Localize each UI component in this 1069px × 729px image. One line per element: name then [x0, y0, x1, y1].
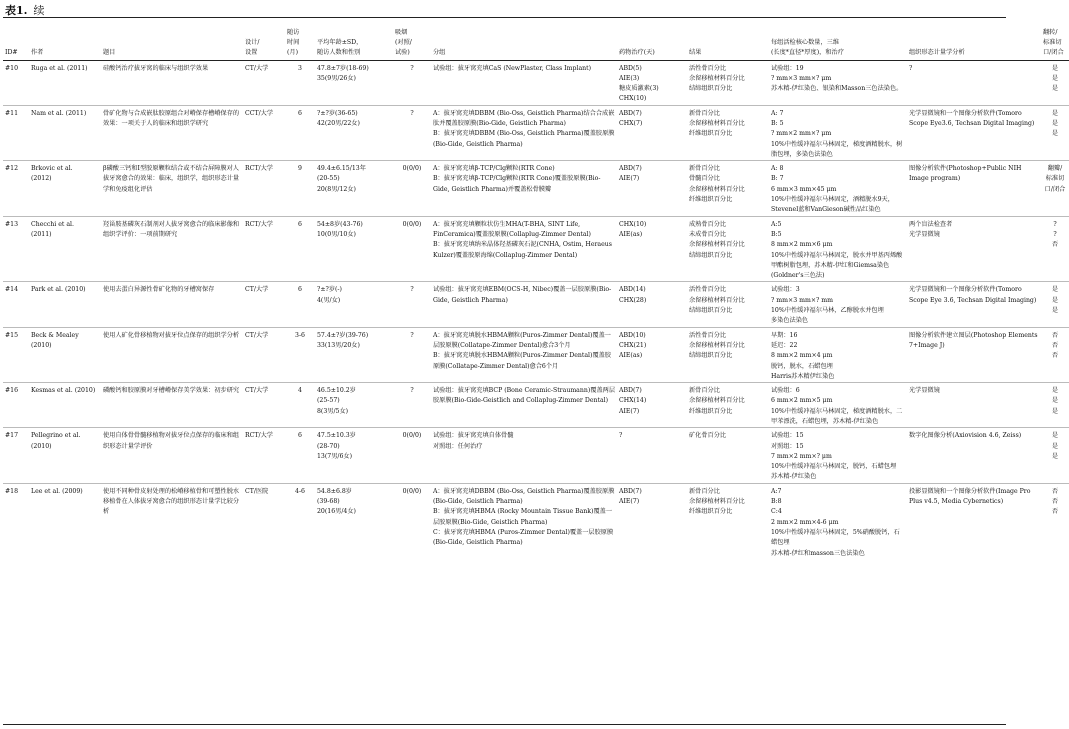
- histomorphometry-cell: 投影显微镜和一个图像分析软件(Image Pro Plus v4.5, Media Cybernetics): [909, 487, 1031, 506]
- drugs-cell: ABD(7) CHX(14) AIE(7): [619, 387, 647, 415]
- histomorphometry-cell: 图像分析软件建立图层(Photoshop Elements 7+Image J): [909, 331, 1038, 349]
- results-cell: 活性骨百分比 余留移植材料百分比 结缔组织百分比: [689, 64, 745, 93]
- bottom-rule: [3, 724, 1006, 725]
- biopsy-cell: 试验组：15 对照组：15 7 mm×2 mm×? μm 10%中性缓冲福尔马林固定，脱钙，石蜡包埋 苏木精-伊红染色: [771, 432, 897, 481]
- histomorphometry-cell: 数字化图像分析(Axiovision 4.6, Zeiss): [909, 432, 1022, 440]
- table-row: [3, 282, 1069, 327]
- col-author-header: 作者: [31, 49, 44, 57]
- author-cell: Checchi et al. (2011): [31, 220, 74, 238]
- followup-cell: 6: [298, 109, 302, 117]
- biopsy-cell: A:5 B:5 8 mm×2 mm×6 μm 10%中性缓冲福尔马林固定，脱水并甲基丙烯酸甲酯树脂包埋，苏木精-伊红和Giemsa染色(Goldner's三色法): [771, 220, 903, 280]
- biopsy-cell: 早期：16 延迟：22 8 mm×2 mm×4 μm 脱钙，脱水，石蜡包埋 Harris苏木精伊红染色: [771, 331, 835, 380]
- design-cell: CT/大学: [245, 64, 269, 72]
- drugs-cell: ?: [619, 432, 623, 440]
- title-cell: 硅酸钙治疗拔牙窝的临床与组织学效果: [103, 64, 209, 72]
- title-cell: 使用人矿化骨移植物对拔牙位点保存的组织学分析: [103, 331, 240, 339]
- followup-cell: 4-6: [295, 487, 305, 495]
- biopsy-cell: 试验组：19 ? mm×3 mm×? μm 苏木精-伊红染色、银染和Masson三色法染色。: [771, 64, 903, 93]
- table-row: [3, 216, 1069, 282]
- flap-cell: ? ? 否: [1051, 220, 1059, 249]
- groups-cell: 试验组：拔牙窝充填EBM(OCS-H, Nibec)覆盖一层胶原膜(Bio-Gide, Geistlich Pharma): [433, 286, 612, 304]
- design-cell: CCT/大学: [245, 109, 274, 117]
- age-cell: ?±?岁(-) 4(男/女): [317, 286, 342, 304]
- table-caption-text: 续: [33, 4, 45, 17]
- col-drugs-header: 药物治疗(天): [619, 49, 655, 57]
- study-id: #18: [5, 487, 19, 495]
- smoking-cell: ?: [410, 64, 414, 72]
- groups-cell: 试验组：拔牙窝充填BCP (Bone Ceramic-Straumann)覆盖两层胶原膜(Bio-Gide-Geistlich and Collaplug-Zimmer Dental): [433, 387, 616, 405]
- followup-cell: 3-6: [295, 331, 305, 339]
- title-cell: 骨矿化物与合成嵌肽胶原组合对嵴保存槽嵴保存的效果：一项关于人的临床和组织学研究: [103, 109, 240, 127]
- title-cell: 使用去蛋白异源性骨矿化物的牙槽窝保存: [103, 286, 215, 294]
- title-cell: 羟甾胺基磷灰石制剂对人拔牙窝愈合的临床影像和组织学评价：一项前期研究: [103, 220, 240, 238]
- author-cell: Kesmas et al. (2010): [31, 387, 96, 395]
- drugs-cell: ABD(7) AIE(7): [619, 487, 642, 506]
- study-id: #11: [5, 109, 19, 117]
- study-id: #14: [5, 286, 19, 294]
- biopsy-cell: A: 8 B: 7 6 mm×3 mm×45 μm 10%中性缓冲福尔马林固定，酒精脱水9天，Stevenel蓝和VanGieson碱性品红染色: [771, 165, 894, 214]
- title-cell: 使用自体骨骨髓移植物对拔牙位点保存的临床和组织形态计量学评价: [103, 432, 240, 450]
- biopsy-cell: 试验组：3 ? mm×3 mm×? mm 10%中性缓冲福尔马林，乙醇脱水并包埋 多染色法染色: [771, 286, 884, 325]
- biopsy-cell: A: 7 B: 5 ? mm×2 mm×? μm 10%中性缓冲福尔马林固定，梯度酒精脱水，树脂包埋，多染色法染色: [771, 109, 903, 158]
- smoking-cell: ?: [410, 286, 414, 294]
- flap-cell: 否 否 否: [1051, 487, 1059, 516]
- col-smoking-header: 吸烟 (对照/ 试验): [395, 28, 412, 57]
- smoking-cell: 0(0/0): [402, 487, 422, 495]
- followup-cell: 3: [298, 64, 302, 72]
- col-followup-header: 随访 时间 (月): [287, 28, 300, 57]
- table-row: [3, 327, 1069, 382]
- results-cell: 新骨百分比 骨髓百分比 余留移植材料百分比 纤维组织百分比: [689, 165, 745, 204]
- results-cell: 活性骨百分比 余留移植材料百分比 结缔组织百分比: [689, 286, 745, 315]
- design-cell: CT/大学: [245, 387, 269, 395]
- study-id: #10: [5, 64, 19, 72]
- title-cell: β磷酸三钙和I型胶原颗粒结合或不结合屏障膜对人拔牙窝愈合的效果：临床，组织学，组织形态计量学和免疫组化评估: [103, 165, 240, 193]
- histomorphometry-cell: ?: [909, 64, 913, 72]
- author-cell: Park et al. (2010): [31, 286, 86, 294]
- col-title-header: 题目: [103, 49, 116, 57]
- table-caption: [5, 4, 44, 18]
- title-cell: 使用不同种骨皮射处理的松嵴移植骨和可塑性脱水移植骨在人体拔牙窝愈合的组织形态计量学比较分析: [103, 487, 240, 516]
- results-cell: 活性骨百分比 余留移植材料百分比 结缔组织百分比: [689, 331, 745, 360]
- smoking-cell: 0(0/0): [402, 220, 422, 228]
- age-cell: 47.8±7岁(18-69) 35(9男/26女): [317, 64, 369, 82]
- followup-cell: 6: [298, 286, 302, 294]
- histomorphometry-cell: 光学显微镜: [909, 387, 940, 395]
- groups-cell: A：拔牙窝充填颗粒状仿生MHA(T-BHA, SINT Life, FinCeramica)覆盖胶原膜(Collaplug-Zimmer Dental) B：拔牙窝充填纳米晶体羟基磷灰石泥(CNHA, Ostim, Heraeus Kulzer)覆盖胶原海绵(Collaplug-Zimmer Dental): [433, 220, 612, 259]
- groups-cell: A：拔牙窝充填DBBM (Bio-Oss, Geistlich Pharma)覆盖胶原膜(Bio-Gide, Geistlich Pharma) B：拔牙窝充填HBMA (Rocky Mountain Tissue Bank)覆盖一层胶原膜(Bio-Gide, Geistlich Pharma) C：拔牙窝充填HBMA (Puros-Zimmer Dental)覆盖一层胶原膜(Bio-Gide, Geistlich Pharma): [433, 487, 615, 547]
- smoking-cell: ?: [410, 331, 414, 339]
- author-cell: Pellegrino et al. (2010): [31, 432, 81, 450]
- author-cell: Lee et al. (2009): [31, 487, 83, 495]
- author-cell: Brkovic et al. (2012): [31, 165, 73, 183]
- study-id: #15: [5, 331, 19, 339]
- results-cell: 新骨百分比 余留移植材料百分比 纤维组织百分比: [689, 387, 745, 415]
- flap-cell: 翻瓣/ 标准切 口/闭合: [1044, 165, 1066, 193]
- histomorphometry-cell: 光学显微镜和一个图像分析软件(Tomoro Scope Eye 3.6, Techsan Digital Imaging): [909, 286, 1037, 304]
- drugs-cell: ABD(14) CHX(28): [619, 286, 647, 304]
- histomorphometry-cell: 图像分析软件(Photoshop+Public NIH Image program): [909, 165, 1022, 183]
- study-id: #17: [5, 432, 19, 440]
- groups-cell: A：拔牙窝充填β-TCP/Clg颗粒(RTR Cone) B：拔牙窝充填β-TCP/Clg颗粒(RTR Cone)覆盖胶原膜(Bio-Gide, Geistlich Pharma)并覆盖松骨膜瓣: [433, 165, 601, 193]
- table-row: [3, 428, 1069, 483]
- histomorphometry-cell: 两个盲法检查者 光学显微镜: [909, 220, 953, 238]
- col-results-header: 结果: [689, 49, 702, 57]
- age-cell: 54.8±6.8岁 (39-68) 20(16男/4女): [317, 487, 356, 516]
- col-histomorphometry-header: 组织形态计量学分析: [909, 49, 965, 57]
- results-cell: 新骨百分比 余留移植材料百分比 纤维组织百分比: [689, 487, 745, 516]
- biopsy-cell: 试验组：6 6 mm×2 mm×5 μm 10%中性缓冲福尔马林固定，梯度酒精脱水，二甲苯漂洗，石蜡包埋，苏木精-伊红染色: [771, 387, 903, 425]
- flap-cell: 是 是 是: [1051, 286, 1059, 315]
- drugs-cell: CHX(10) AIE(as): [619, 220, 647, 238]
- drugs-cell: ABD(7) CHX(7): [619, 109, 643, 127]
- table-row: [3, 383, 1069, 428]
- age-cell: 57.4±?岁(39-76) 33(13男/20女): [317, 331, 369, 349]
- col-age-header: 平均年龄±SD， 随访人数和性别: [317, 38, 363, 57]
- smoking-cell: ?: [410, 387, 414, 395]
- flap-cell: 是 是 是: [1051, 109, 1059, 138]
- study-id: #13: [5, 220, 19, 228]
- age-cell: 54±8岁(43-76) 10(0男/10女): [317, 220, 363, 238]
- groups-cell: A：拔牙窝充填DBBM (Bio-Oss, Geistlich Pharma)结合合成嵌肽并覆盖胶原膜(Bio-Gide, Geistlich Pharma) B：拔牙窝充填DBBM (Bio-Oss, Geistlich Pharma)覆盖胶原膜(Bio-Gide, Geistlich Pharma): [433, 109, 615, 148]
- followup-cell: 9: [298, 165, 302, 173]
- histomorphometry-cell: 光学显微镜和一个图像分析软件(Tomoro Scope Eye3.6, Techsan Digital Imaging): [909, 109, 1035, 127]
- table-row: [3, 105, 1069, 160]
- design-cell: CT/大学: [245, 286, 269, 294]
- results-cell: 矿化骨百分比: [689, 432, 727, 440]
- groups-cell: A：拔牙窝充填脱水HBMA颗粒(Puros-Zimmer Dental)覆盖一层胶原膜(Collatape-Zimmer Dental)愈合3个月 B：拔牙窝充填脱水HBMA颗粒(Puros-Zimmer Dental)覆盖胶原膜(Collatape-Zimmer Dental)愈合6个月: [433, 331, 612, 370]
- smoking-cell: 0(0/0): [402, 165, 422, 173]
- col-design-header: 设计/ 设置: [245, 38, 260, 57]
- table-body: [3, 60, 1069, 559]
- col-biopsy-header: 每组活检核心数量，三维 (长度*直径*厚度)，和治疗: [771, 38, 844, 57]
- age-cell: 49.4±6.15/13年 (20-55) 20(8男/12女): [317, 165, 366, 193]
- followup-cell: 6: [298, 432, 302, 440]
- drugs-cell: ABD(5) AIE(3) 糖皮质激素(3) CHX(10): [619, 64, 659, 103]
- table-row: [3, 60, 1069, 105]
- author-cell: Beck & Mealey (2010): [31, 331, 79, 349]
- flap-cell: 是 是 是: [1051, 387, 1059, 415]
- followup-cell: 4: [298, 387, 302, 395]
- author-cell: Ruga et al. (2011): [31, 64, 88, 72]
- title-cell: 磷酸钙和胶原膜对牙槽嵴保存美学效果：初步研究: [103, 387, 240, 395]
- col-flap-header: 翻转/ 标准切 口/闭合: [1043, 28, 1064, 57]
- study-id: #16: [5, 387, 19, 395]
- results-cell: 成熟骨百分比 未成骨百分比 余留移植材料百分比 结缔组织百分比: [689, 220, 745, 259]
- age-cell: 47.5±10.3岁 (28-70) 13(7男/6女): [317, 432, 356, 460]
- table-row: [3, 161, 1069, 216]
- flap-cell: 是 是 是: [1051, 432, 1059, 460]
- design-cell: CT/大学: [245, 331, 269, 339]
- design-cell: CT/医院: [245, 487, 269, 495]
- age-cell: 46.5±10.2岁 (25-57) 8(3男/5女): [317, 387, 356, 415]
- biopsy-cell: A:7 B:8 C:4 2 mm×2 mm×4-6 μm 10%中性缓冲福尔马林固定，5%硝酸脱钙，石蜡包埋 苏木精-伊红和masson三色法染色: [771, 487, 900, 557]
- col-groups-header: 分组: [433, 49, 446, 57]
- drugs-cell: ABD(7) AIE(7): [619, 165, 642, 183]
- smoking-cell: 0(0/0): [402, 432, 422, 440]
- drugs-cell: ABD(10) CHX(21) AIE(as): [619, 331, 647, 360]
- design-cell: RCT/大学: [245, 432, 273, 440]
- results-cell: 新骨百分比 余留移植材料百分比 纤维组织百分比: [689, 109, 745, 138]
- col-id-header: ID#: [5, 49, 18, 57]
- groups-cell: 试验组：拔牙窝充填自体骨髓 对照组：任何治疗: [433, 432, 514, 450]
- groups-cell: 试验组：拔牙窝充填CaS (NewPlaster, Class Implant): [433, 64, 592, 72]
- study-id: #12: [5, 165, 19, 173]
- header-row: [3, 18, 1069, 60]
- design-cell: RCT/大学: [245, 165, 273, 173]
- author-cell: Nam et al. (2011): [31, 109, 87, 117]
- flap-cell: 否 否 否: [1051, 331, 1059, 360]
- studies-table: [3, 18, 1069, 559]
- flap-cell: 是 是 是: [1051, 64, 1059, 93]
- table-row: [3, 483, 1069, 559]
- design-cell: RCT/大学: [245, 220, 273, 228]
- age-cell: ?±?岁(36-65) 42(20男/22女): [317, 109, 360, 127]
- smoking-cell: ?: [410, 109, 414, 117]
- followup-cell: 6: [298, 220, 302, 228]
- table-caption-label: 表1.: [5, 4, 28, 17]
